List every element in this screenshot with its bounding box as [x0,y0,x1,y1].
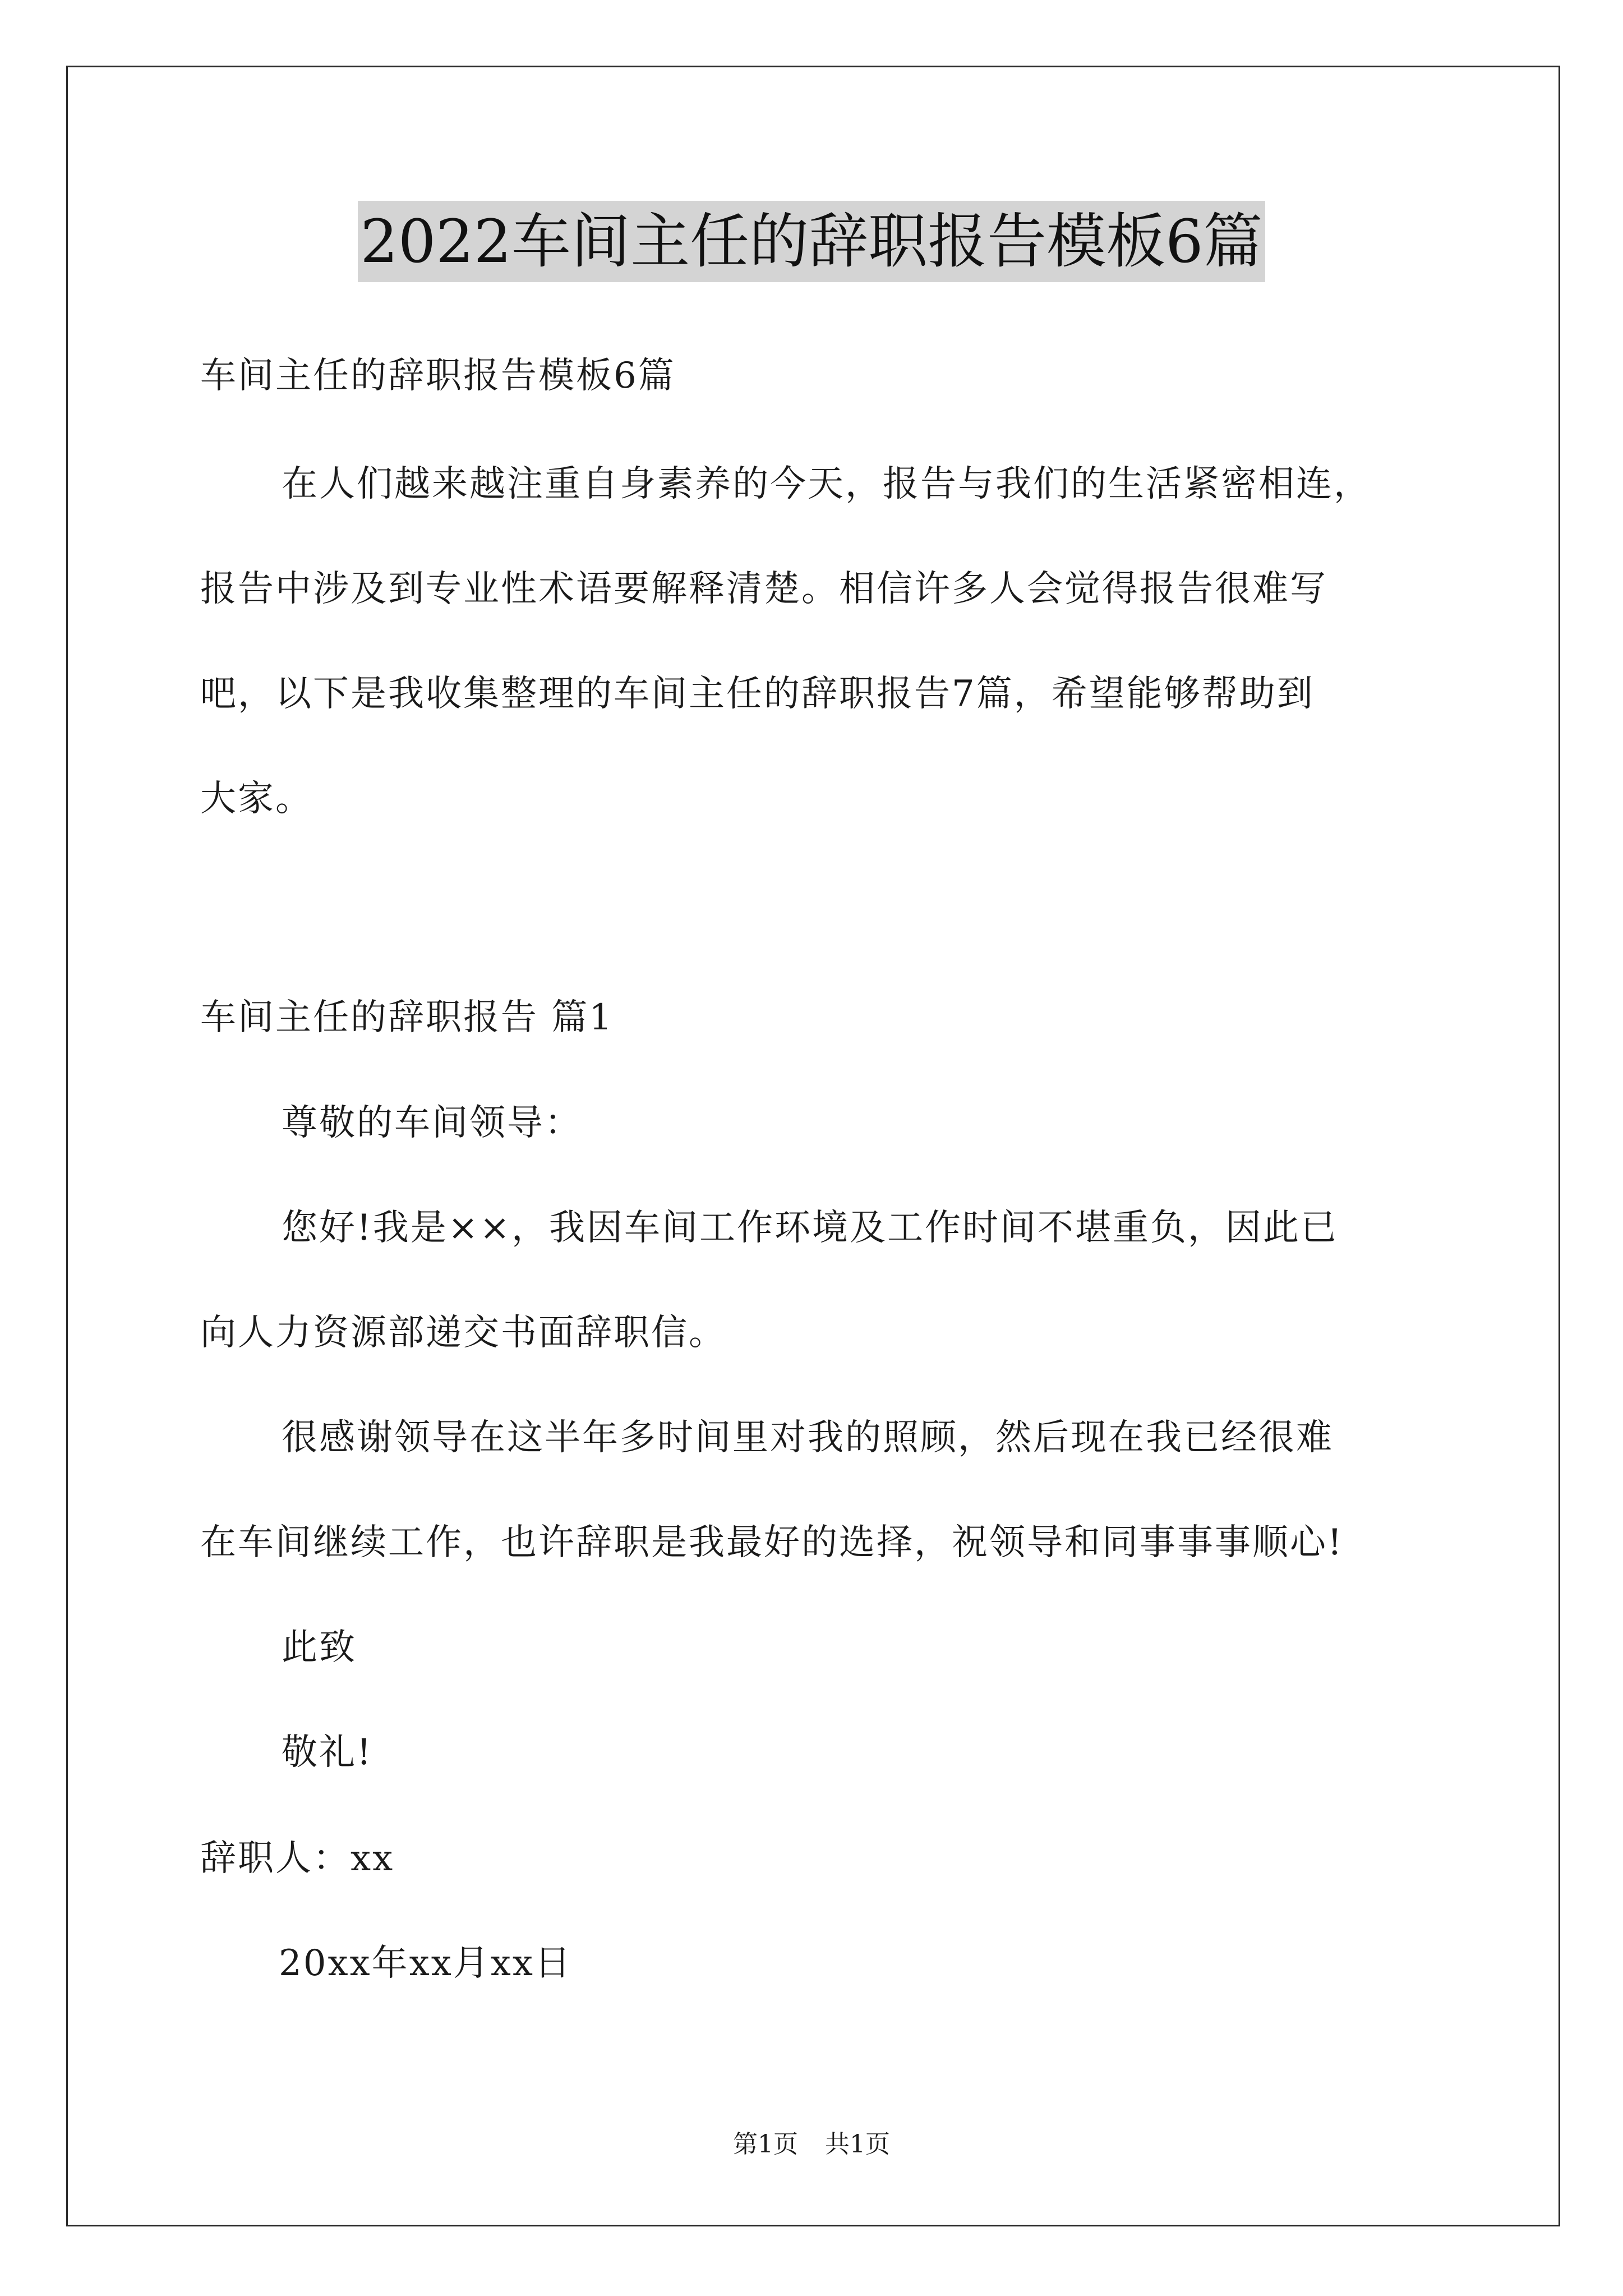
intro-line-4: 大家。 [200,778,313,820]
intro-line-2: 报告中涉及到专业性术语要解释清楚。相信许多人会觉得报告很难写 [200,568,1327,610]
salutation: 尊敬的车间领导： [282,1102,582,1144]
body-line-2: 向人力资源部递交书面辞职信。 [200,1312,726,1354]
body-line-3: 很感谢领导在这半年多时间里对我的照顾，然后现在我已经很难 [282,1417,1334,1458]
intro-line-3: 吧，以下是我收集整理的车间主任的辞职报告7篇，希望能够帮助到 [200,673,1315,715]
closing-1: 此致 [282,1627,357,1668]
page-current: 第1页 [733,2130,798,2159]
section-heading: 车间主任的辞职报告 篇1 [200,997,614,1038]
page-footer [0,2128,1623,2161]
signer: 辞职人：xx [200,1838,395,1879]
body-line-4: 在车间继续工作，也许辞职是我最好的选择，祝领导和同事事事顺心! [200,1522,1344,1563]
page-total: 共1页 [825,2130,890,2159]
intro-line-1: 在人们越来越注重自身素养的今天，报告与我们的生活紧密相连， [282,463,1371,505]
title-container [0,201,1623,282]
document-subtitle: 车间主任的辞职报告模板6篇 [200,355,676,397]
closing-2: 敬礼! [282,1732,373,1773]
body-line-1: 您好!我是××，我因车间工作环境及工作时间不堪重负，因此已 [282,1207,1338,1249]
document-title: 2022车间主任的辞职报告模板6篇 [358,201,1265,282]
date: 20xx年xx月xx日 [279,1943,572,1984]
